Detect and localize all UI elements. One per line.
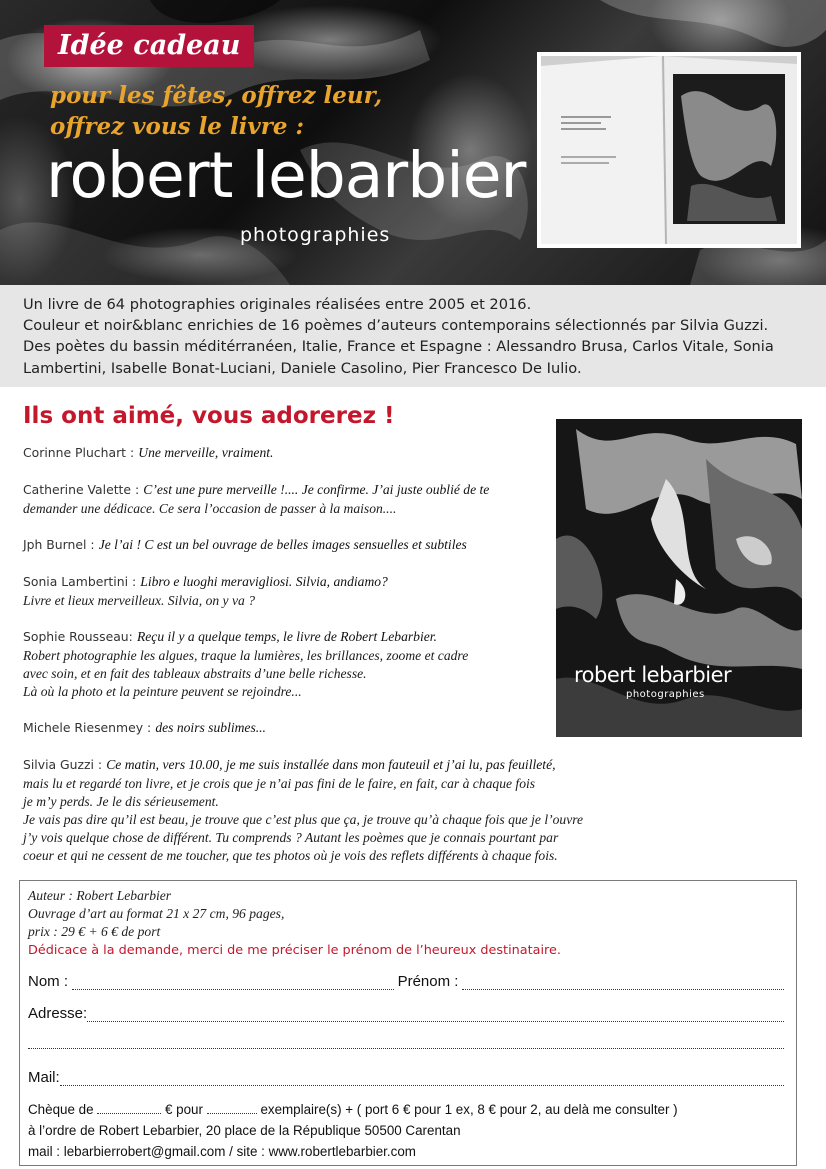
tagline-line-2: offrez vous le livre : [50, 113, 305, 140]
cheque-prefix: Chèque de [28, 1102, 94, 1117]
description-line: Couleur et noir&blanc enrichies de 16 poèmes d’auteurs contemporains sélectionnés par Silvia Guzzi. [23, 317, 769, 335]
quantity-field[interactable] [207, 1104, 257, 1114]
book-cover-image [556, 419, 802, 737]
book-description [0, 285, 826, 387]
mail-label: Mail: [28, 1069, 60, 1086]
payment-info [28, 1099, 678, 1162]
banner-tagline [50, 80, 470, 142]
adresse-field-2[interactable] [28, 1037, 784, 1049]
testimonial-text: coeur et qui ne cessent de me toucher, que tes photos où je vois des reflets différents à chaque fois. [23, 848, 558, 863]
testimonial-text: C’est une pure merveille !.... Je confirme. J’ai juste oublié de te [143, 482, 490, 497]
testimonial-author: Catherine Valette : [23, 482, 140, 497]
open-book-photo [537, 52, 801, 248]
testimonial-author: Sonia Lambertini : [23, 574, 137, 589]
cover-title: robert lebarbier [574, 663, 732, 687]
address-row-2 [28, 1037, 788, 1049]
testimonial-author: Jph Burnel : [23, 537, 95, 552]
testimonial-text: Je l’ai ! C est un bel ouvrage de belles images sensuelles et subtiles [98, 537, 467, 552]
testimonial-text: j’y vois quelque chose de différent. Tu comprends ? Autant les poèmes que je connais pourtant par [23, 830, 559, 845]
name-row [28, 973, 788, 990]
mail-field[interactable] [60, 1074, 784, 1086]
info-author: Auteur : Robert Lebarbier [28, 888, 172, 903]
nom-field[interactable] [72, 978, 394, 990]
testimonial-text: Une merveille, vraiment. [138, 445, 274, 460]
testimonial-text: je m’y perds. Je le dis sérieusement. [23, 794, 219, 809]
tagline-line-1: pour les fêtes, offrez leur, [50, 82, 383, 109]
description-line: Des poètes du bassin méditérranéen, Italie, France et Espagne : Alessandro Brusa, Carlos Vitale, Sonia [23, 338, 774, 356]
prenom-field[interactable] [462, 978, 784, 990]
testimonials-title: Ils ont aimé, vous adorerez ! [23, 403, 395, 429]
testimonial-author: Silvia Guzzi : [23, 757, 103, 772]
contact-line: mail : lebarbierrobert@gmail.com / site : www.robertlebarbier.com [28, 1144, 416, 1159]
book-info [28, 887, 796, 941]
description-line: Lambertini, Isabelle Bonat-Luciani, Daniele Casolino, Pier Francesco De Iulio. [23, 359, 582, 377]
testimonial-text: Je vais pas dire qu’il est beau, je trouve que c’est plus que ça, je trouve qu’à chaque fois que je l’ouvre [23, 812, 584, 827]
order-form [19, 880, 797, 1166]
testimonial-author: Sophie Rousseau: [23, 629, 133, 644]
mail-row [28, 1069, 788, 1086]
author-brand-subtitle: photographies [240, 224, 391, 246]
testimonial-text: des noirs sublimes... [155, 720, 266, 735]
gift-idea-badge: Idée cadeau [44, 25, 254, 67]
testimonial-text: Livre et lieux merveilleux. Silvia, on y va ? [23, 593, 256, 608]
author-brand-title: robert lebarbier [46, 139, 526, 212]
testimonial-text: Libro e luoghi meravigliosi. Silvia, andiamo? [140, 574, 388, 589]
testimonial-text: Là où la photo et la peinture peuvent se rejoindre... [23, 684, 302, 699]
testimonial-text: mais lu et regardé ton livre, et je crois que je n’ai pas fini de le faire, en fait, car à chaque fois [23, 776, 536, 791]
adresse-label: Adresse: [28, 1005, 88, 1022]
testimonial-text: Reçu il y a quelque temps, le livre de Robert Lebarbier. [136, 629, 437, 644]
ordre-line: à l’ordre de Robert Lebarbier, 20 place de la République 50500 Carentan [28, 1123, 461, 1138]
description-line: Un livre de 64 photographies originales réalisées entre 2005 et 2016. [23, 296, 532, 313]
testimonial-author: Michele Riesenmey : [23, 720, 152, 735]
nom-label: Nom : [28, 973, 69, 990]
amount-field[interactable] [97, 1104, 161, 1114]
cheque-mid: € pour [165, 1102, 203, 1117]
testimonial [23, 756, 663, 865]
cover-subtitle: photographies [626, 689, 705, 700]
testimonial-text: avec soin, et en fait des tableaux abstraits d’une belle richesse. [23, 666, 367, 681]
cheque-suffix: exemplaire(s) + ( port 6 € pour 1 ex, 8 € pour 2, au delà me consulter ) [260, 1102, 678, 1117]
testimonial-text: Ce matin, vers 10.00, je me suis installée dans mon fauteuil et j’ai lu, pas feuilleté, [106, 757, 556, 772]
info-format: Ouvrage d’art au format 21 x 27 cm, 96 pages, [28, 906, 285, 921]
dedication-note: Dédicace à la demande, merci de me préciser le prénom de l’heureux destinataire. [28, 943, 561, 958]
header-banner [0, 0, 826, 285]
testimonial-author: Corinne Pluchart : [23, 445, 135, 460]
testimonial-text: Robert photographie les algues, traque la lumières, les brillances, zoome et cadre [23, 648, 469, 663]
address-row [28, 1005, 788, 1022]
prenom-label: Prénom : [397, 973, 459, 990]
adresse-field[interactable] [87, 1010, 784, 1022]
testimonial-text: demander une dédicace. Ce sera l’occasion de passer à la maison.... [23, 501, 397, 516]
cheque-line [28, 1099, 678, 1120]
open-book-illustration [541, 56, 797, 244]
info-price: prix : 29 € + 6 € de port [28, 924, 161, 939]
